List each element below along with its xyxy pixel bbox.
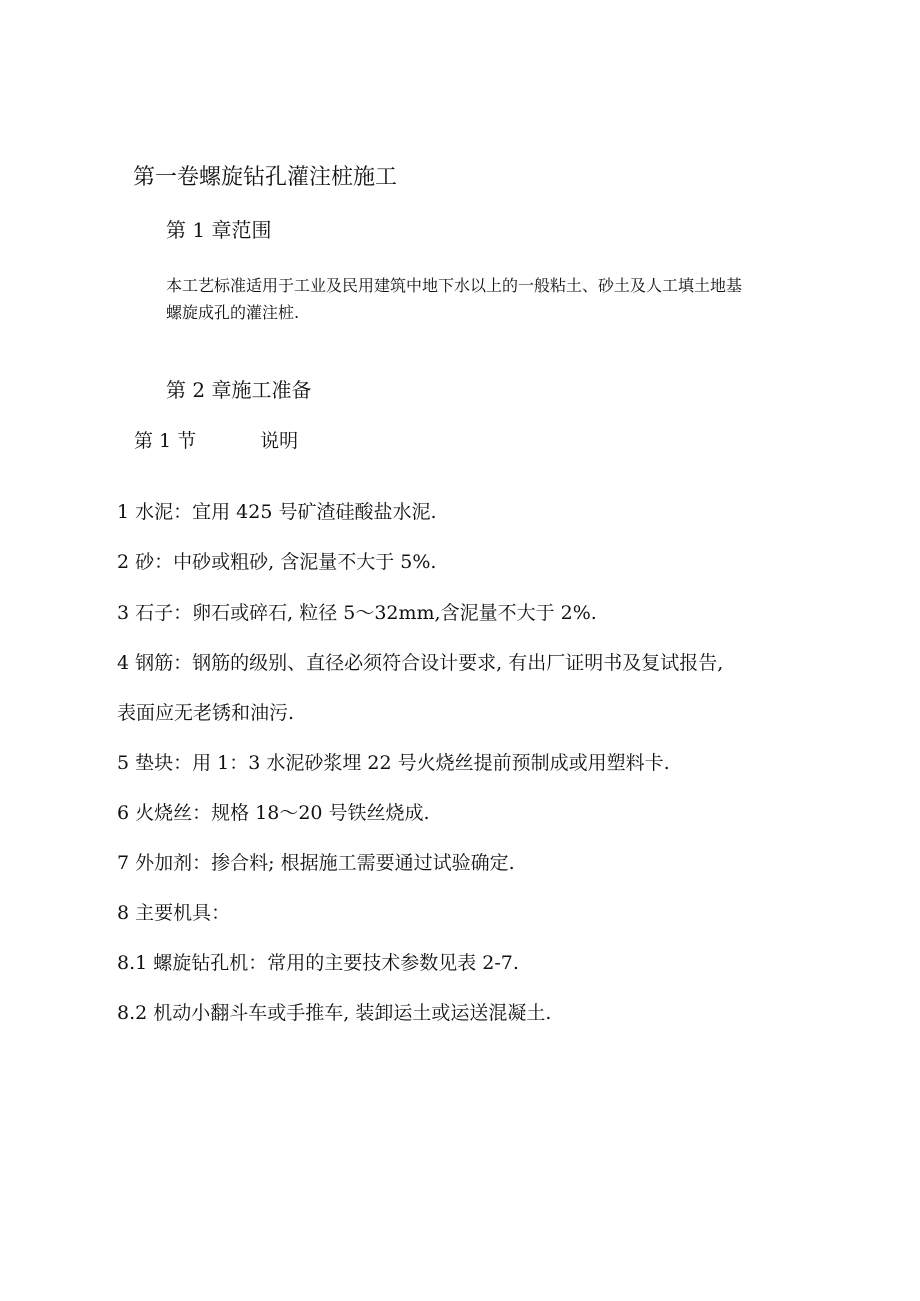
volume-title: 第一卷螺旋钻孔灌注桩施工 xyxy=(133,165,398,190)
list-item: 6 火烧丝：规格 18～20 号铁丝烧成. xyxy=(117,802,430,824)
chapter-1-paragraph xyxy=(166,272,806,326)
list-item: 7 外加剂：掺合料; 根据施工需要通过试验确定. xyxy=(117,852,515,874)
chapter-2-title: 第 2 章施工准备 xyxy=(166,378,312,402)
list-item: 8 主要机具： xyxy=(117,902,231,924)
list-item: 4 钢筋：钢筋的级别、直径必须符合设计要求, 有出厂证明书及复试报告, xyxy=(117,652,724,674)
section-heading xyxy=(134,432,298,451)
list-item: 8.1 螺旋钻孔机：常用的主要技术参数见表 2-7. xyxy=(117,952,519,974)
chapter-1-title: 第 1 章范围 xyxy=(166,218,272,242)
paragraph-line: 螺旋成孔的灌注桩. xyxy=(166,303,300,322)
list-item: 3 石子：卵石或碎石, 粒径 5～32mm,含泥量不大于 2%. xyxy=(117,602,597,624)
list-item: 8.2 机动小翻斗车或手推车, 装卸运土或运送混凝土. xyxy=(117,1002,552,1024)
section-number: 第 1 节 xyxy=(134,430,197,452)
list-item: 1 水泥：宜用 425 号矿渣硅酸盐水泥. xyxy=(117,501,437,523)
list-item: 2 砂：中砂或粗砂, 含泥量不大于 5%. xyxy=(117,551,437,573)
list-item: 5 垫块：用 1：3 水泥砂浆埋 22 号火烧丝提前预制成或用塑料卡. xyxy=(117,752,670,774)
section-title: 说明 xyxy=(260,430,299,452)
paragraph-line: 本工艺标准适用于工业及民用建筑中地下水以上的一般粘土、砂土及人工填土地基 xyxy=(166,276,743,295)
list-item: 表面应无老锈和油污. xyxy=(117,702,295,724)
